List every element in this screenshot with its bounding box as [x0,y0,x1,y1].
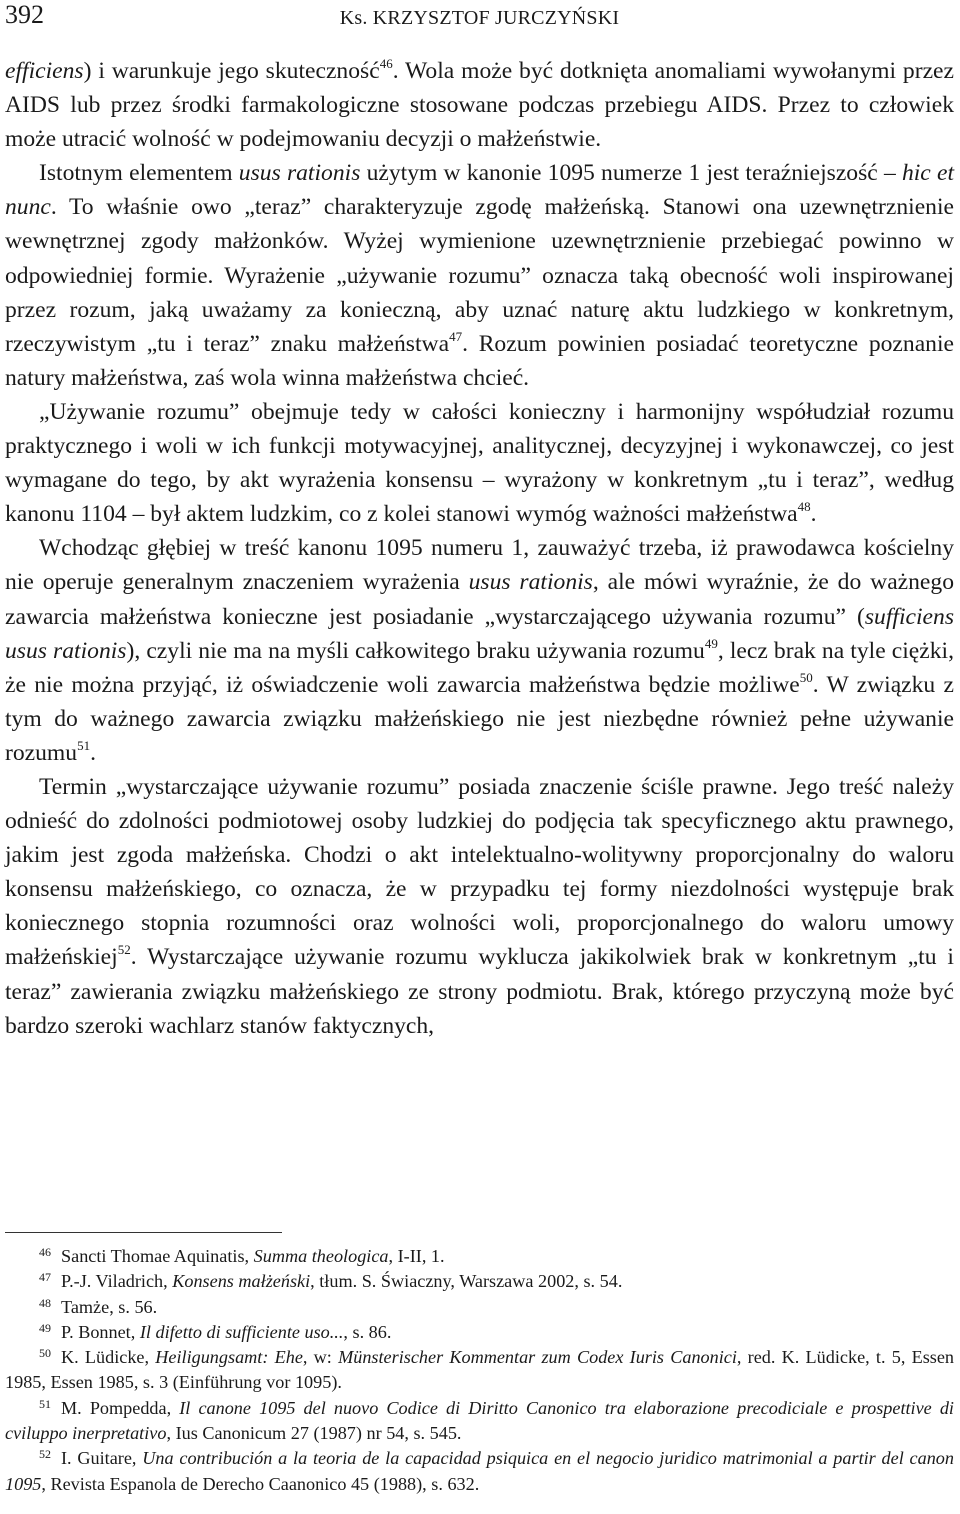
footnote-46 [5,1244,954,1269]
footnote-number: 48 [39,1295,51,1310]
italic-term: usus rationis [238,160,361,187]
footnotes [5,1244,954,1497]
footnote-49 [5,1320,954,1345]
text-run: , red. K. Lüdicke, t. 5, Essen 1985, Essen 1985, s. 3 (Einführung vor 1095). [5,1347,955,1393]
text-run: , w: [302,1347,339,1368]
footnote-ref-46[interactable]: 46 [379,56,393,71]
text-run: , Revista Espanola de Derecho Caanonico 45 (1988), s. 632. [41,1473,480,1494]
italic-title: Il difetto di sufficiente uso... [139,1321,344,1342]
text-run: . [810,501,817,528]
text-run: , Ius Canonicum 27 (1987) nr 54, s. 545. [166,1423,462,1444]
footnote-number: 51 [39,1396,51,1411]
footnote-51 [5,1396,954,1447]
footnote-ref-49[interactable]: 49 [704,635,718,651]
paragraph-5 [5,770,954,1043]
footnote-ref-51[interactable]: 51 [77,737,91,753]
footnote-ref-48[interactable]: 48 [797,499,811,515]
text-run: ), czyli nie ma na myśli całkowitego braku używania rozumu [126,637,705,664]
text-run: Sancti Thomae Aquinatis, [61,1246,254,1266]
footnote-number: 49 [39,1320,51,1335]
text-run: I. Guitare, [61,1448,143,1469]
text-run: , ale mówi wyraźnie, że do ważnego zawarcia małżeństwa konieczne jest posiadanie „wystarczającego używania rozumu” ( [5,569,954,630]
text-run: P.-J. Viladrich, [61,1271,173,1292]
running-head: Ks. KRZYSZTOF JURCZYŃSKI [339,7,620,29]
text-run: , tłum. S. Świaczny, Warszawa 2002, s. 54. [310,1271,623,1292]
page-header [5,0,954,40]
footnote-ref-52[interactable]: 52 [117,942,131,958]
footnote-47 [5,1269,954,1294]
text-run: . Rozum powinien posiadać teoretyczne poznanie natury małżeństwa, zaś wola winna małżeństwa chcieć. [5,330,954,391]
text-run: , I-II, 1. [388,1246,445,1266]
italic-title: Una contribución a la teoria de la capacidad psiquica en el negocio juridico matrimonial a partir del canon 1095 [5,1448,954,1494]
text-run: ) i warunkuje jego skuteczność [83,58,380,84]
text-run: . Wystarczające używanie rozumu wyklucza jakikolwiek brak w konkretnym „tu i teraz” zawierania związku małżeńskiego ze strony podmiotu. Brak, którego przyczyną może być bardzo szeroki wachlarz stanów faktycznych, [5,944,954,1039]
text-run: „Używanie rozumu” obejmuje tedy w całości konieczny i harmonijny współudział rozumu praktycznego i woli w ich funkcji motywacyjnej, analitycznej, decyzyjnej i wykonawczej, co jest wymagane do tego, by akt wyrażenia konsensu – wyrażony w konkretnym „tu i teraz”, według kanonu 1104 – był aktem ludzkim, co z kolei stanowi wymóg ważności małżeństwa [5,398,954,528]
footnote-number: 47 [39,1270,51,1285]
text-run: . [90,739,96,766]
paragraph-4 [5,531,954,770]
text-run: M. Pompedda, [61,1397,180,1418]
italic-title: Münsterischer Kommentar zum Codex Iuris Canonici [338,1347,737,1368]
text-run: . Wola może być dotknięta anomaliami wywołanymi przez AIDS lub przez środki farmakologiczne stosowane podczas przebiegu AIDS. Przez to człowiek może utracić wolność w podejmowaniu decyzji o małżeństwie. [5,58,954,153]
text-run: K. Lüdicke, [61,1347,156,1368]
text-run: , lecz brak na tyle ciężki, że nie można przyjąć, iż oświadczenie woli zawarcia małżeństwa będzie możliwe [5,637,954,698]
page-number: 392 [5,0,44,29]
footnote-52 [5,1446,954,1497]
paragraph-3 [5,395,954,531]
footnote-separator [5,1232,282,1233]
text-run: Wchodząc głębiej w treść kanonu 1095 numeru 1, zauważyć trzeba, iż prawodawca kościelny nie operuje generalnym znaczeniem wyrażenia [5,535,954,596]
italic-term: sufficiens usus rationis [5,603,954,664]
italic-term: efficiens [5,58,84,84]
italic-term: usus rationis [468,569,593,596]
text-run: użytym w kanonie 1095 numerze 1 jest teraźniejszość – [360,160,902,187]
text-run: . W związku z tym do ważnego zawarcia związku małżeńskiego nie jest niezbędne również pełne używanie rozumu [5,671,954,766]
text-run: Istotnym elementem [39,160,239,187]
main-text [5,54,954,1043]
footnote-ref-50[interactable]: 50 [799,669,813,685]
italic-title: Il canone 1095 del nuovo Codice di Diritto Canonico tra elaborazione precodiciale e prospettive di cviluppo inerpretativo [5,1397,954,1444]
footnote-number: 46 [39,1245,51,1259]
italic-title: Heiligungsamt: Ehe [155,1347,303,1368]
text-run: . To właśnie owo „teraz” charakteryzuje zgodę małżeńską. Stanowi ona uzewnętrznienie wewnętrznej zgody małżonków. Wyżej wymienione uzewnętrznienie przebiegać powinno w odpowiedniej formie. Wyrażenie „używanie rozumu” oznacza taką obecność woli inspirowanej przez rozum, jaką uważamy za konieczną, aby uznać naturę aktu ludzkiego w konkretnym, rzeczywistym „tu i teraz” znaku małżeństwa [5,194,954,357]
italic-title: Summa theologica [253,1246,389,1266]
footnote-number: 52 [39,1447,51,1462]
paragraph-1 [5,54,954,156]
text-run: Tamże, s. 56. [61,1296,158,1317]
footnote-50 [5,1345,954,1396]
italic-title: Konsens małżeński [172,1271,311,1292]
footnote-ref-47[interactable]: 47 [449,328,463,344]
paragraph-2 [5,156,954,395]
text-run: , s. 86. [343,1321,392,1342]
footnote-48 [5,1295,954,1320]
footnote-number: 50 [39,1346,51,1361]
italic-term: hic et nunc [5,160,955,221]
text-run: P. Bonnet, [61,1321,140,1342]
text-run: Termin „wystarczające używanie rozumu” posiada znaczenie ściśle prawne. Jego treść należy odnieść do zdolności podmiotowej osoby ludzkiej do podjęcia tak specyficznego aktu prawnego, jakim jest zgoda małżeńska. Chodzi o akt intelektualno-wolitywny proporcjonalny do waloru konsensu małżeńskiego, co oznacza, że w przypadku tej formy niezdolności występuje brak koniecznego stopnia rozumności oraz wolności woli, proporcjonalnego do waloru umowy małżeńskiej [5,773,954,971]
